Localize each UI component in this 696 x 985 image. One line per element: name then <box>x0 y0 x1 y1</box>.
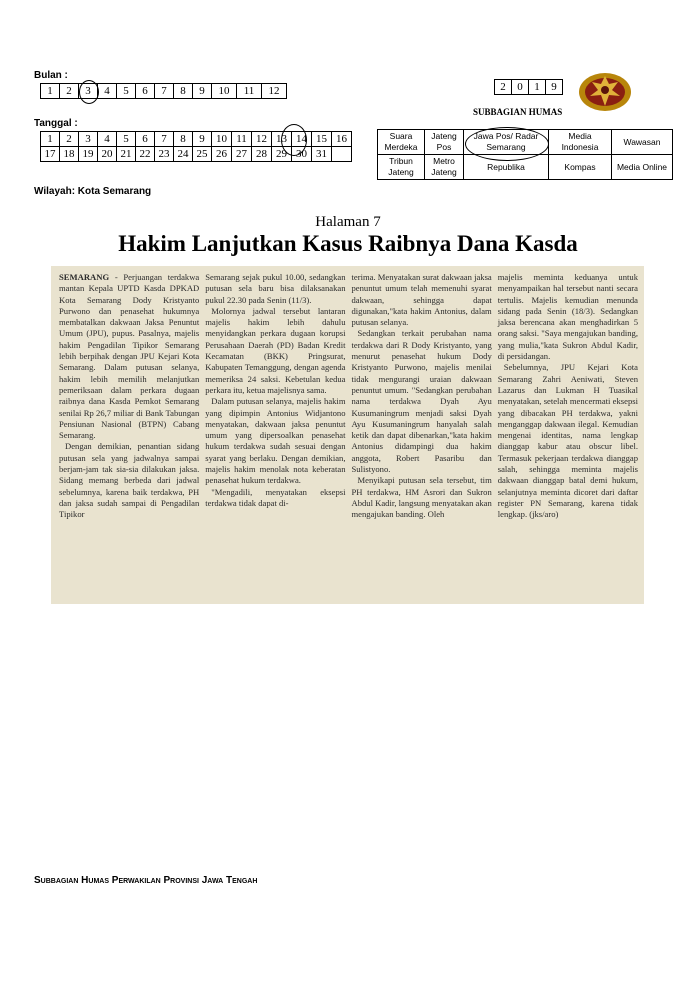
date-cell: 6 <box>136 132 155 147</box>
month-cell: 7 <box>155 84 174 99</box>
dateline: SEMARANG <box>59 272 110 282</box>
date-cell: 31 <box>312 147 332 162</box>
paragraph: Dalam putusan selanya, majelis hakim yang dipimpin Antonius Widjantono menyatakan, dakwaan jaksa penuntut umum yang dipersoalkan penasehat hukum terdakwa sudah sesuai dengan syarat yang berlaku. Dengan demikian, majelis hakim menolak nota keberatan penasehat hukum terdakwa. <box>205 396 346 486</box>
date-cell <box>332 147 352 162</box>
date-cell: 15 <box>312 132 332 147</box>
article-column-4 <box>498 272 638 604</box>
month-cell: 1 <box>41 84 60 99</box>
media-wawasan: Wawasan <box>612 130 673 155</box>
date-cell: 28 <box>252 147 272 162</box>
media-online: Media Online <box>612 155 673 180</box>
paragraph: Menyikapi putusan sela tersebut, tim PH terdakwa, HM Asrori dan Sukron Abdul Kadir, langsung menyatakan akan mengajukan banding. Oleh <box>351 475 492 520</box>
month-cell: 8 <box>174 84 193 99</box>
headline: Hakim Lanjutkan Kasus Raibnya Dana Kasda <box>118 231 578 256</box>
date-cell: 12 <box>252 132 272 147</box>
year-box <box>494 79 563 95</box>
media-suara-merdeka: Suara Merdeka <box>378 130 425 155</box>
year-cell: 2 <box>495 80 512 95</box>
media-tribun-jateng: Tribun Jateng <box>378 155 425 180</box>
date-cell: 5 <box>117 132 136 147</box>
date-cell: 7 <box>155 132 174 147</box>
year-cell: 9 <box>546 80 563 95</box>
date-cell: 11 <box>232 132 252 147</box>
paragraph: Sebelumnya, JPU Kejari Kota Semarang Zahri Aeniwati, Steven Lazarus dan Lukman H Tuasikal menyatakan, setelah mencermati eksepsi yang dibacakan PH terdakwa, yakni menganggap dakwaan ilegal. Kemudian mengenai identitas, nama lengkap dianggap kabur atau obscur libel. Termasuk pekerjaan terdakwa dianggap salah, sehingga meminta majelis dakwaan dianggap batal demi hukum, selanjutnya meminta dicoret dari daftar register PN Semarang, karena tidak lengkap. (jks/aro) <box>497 362 638 520</box>
month-cell: 11 <box>237 84 262 99</box>
month-cell: 10 <box>212 84 237 99</box>
date-cell: 1 <box>41 132 60 147</box>
date-cell: 20 <box>98 147 117 162</box>
footer-text: Subbagian Humas Perwakilan Provinsi Jawa Tengah <box>34 875 258 886</box>
date-cell: 19 <box>79 147 98 162</box>
paragraph: terima. Menyatakan surat dakwaan jaksa penuntut umum telah memenuhi syarat dakwaan, sehingga dapat digunakan,"kata hakim Antonius, dalam putusan selanya. <box>351 272 492 328</box>
paragraph: Dengan demikian, penantian sidang putusan sela yang jadwalnya sampai berjam-jam tak sia-sia dilakukan jaksa. Sidang memang berbeda dari jadwal sebelumnya, karena baik terdakwa, PH dan jaksa sudah sampai di Pengadilan Tipikor <box>59 441 200 520</box>
wilayah: Wilayah: Kota Semarang <box>34 186 152 197</box>
article-column-2 <box>205 272 345 604</box>
date-cell: 27 <box>232 147 252 162</box>
paragraph: Sedangkan terkait perubahan nama terdakwa dari R Dody Kristyanto, yang menurut penasehat hukum Dody Kristyanto Purwono, majelis menilai tidak mengurangi uraian dakwaan penuntut umum. "Sedangkan perubahan nama terdakwa Dyah Ayu Kusumaningrum menjadi saksi Dyah Ayu Kusumaningrum hanyalah salah ketik dan dapat dibenarkan,"kata hakim Antonius didampingi dua hakim anggota, Robert Pasaribu dan Sulistyono. <box>351 328 492 475</box>
date-cell: 9 <box>193 132 212 147</box>
year-cell: 0 <box>512 80 529 95</box>
news-clipping <box>51 266 644 604</box>
date-cell: 16 <box>332 132 352 147</box>
month-cell: 4 <box>98 84 117 99</box>
date-cell: 25 <box>193 147 212 162</box>
paragraph: SEMARANG - Perjuangan terdakwa mantan Kepala UPTD Kasda DPKAD Kota Semarang Dody Kristyanto Purwono dan penasehat hukumnya membatalkan dakwaan Jaksa Penuntut Umum (JPU), pupus. Pasalnya, majelis hakim Pengadilan Tipikor Semarang lebih berpihak dengan JPU Kejari Kota Semarang. Dalam putusan selanya, hakim lebih memilih melanjutkan pemeriksaan dalam perkara dugaan raibnya dana Kasda Pemkot Semarang senilai Rp 26,7 miliar di Bank Tabungan Pensiunan Nasional (BTPN) Cabang Semarang. <box>59 272 200 441</box>
date-grid <box>40 131 352 162</box>
date-cell: 21 <box>117 147 136 162</box>
date-cell: 10 <box>212 132 232 147</box>
month-cell: 3 <box>79 84 98 99</box>
article-column-1 <box>59 272 199 604</box>
month-cell: 12 <box>262 84 287 99</box>
month-cell: 6 <box>136 84 155 99</box>
date-cell: 29 <box>272 147 292 162</box>
garuda-emblem-icon <box>576 68 634 112</box>
month-cell: 9 <box>193 84 212 99</box>
date-cell: 14 <box>292 132 312 147</box>
media-kompas: Kompas <box>549 155 612 180</box>
date-cell: 3 <box>79 132 98 147</box>
paragraph: "Mengadili, menyatakan eksepsi terdakwa tidak dapat di- <box>205 486 346 508</box>
media-table <box>377 129 673 180</box>
paragraph: majelis meminta keduanya untuk menyampaikan hal tersebut nanti secara tertulis. Majelis kemudian menunda sidang pada Senin (18/3). Sedangkan jaksa berencana akan menghadirkan 5 orang saksi. "Saya mengajukan banding, yang mulia,"kata Sukron Abdul Kadir, di persidangan. <box>497 272 638 362</box>
date-cell: 26 <box>212 147 232 162</box>
date-cell: 30 <box>292 147 312 162</box>
article-column-3 <box>352 272 492 604</box>
date-cell: 18 <box>60 147 79 162</box>
media-indonesia: Media Indonesia <box>549 130 612 155</box>
date-cell: 22 <box>136 147 155 162</box>
media-republika: Republika <box>464 155 549 180</box>
media-jateng-pos: Jateng Pos <box>425 130 464 155</box>
date-cell: 17 <box>41 147 60 162</box>
bulan-label: Bulan : <box>34 70 68 81</box>
tanggal-label: Tanggal : <box>34 118 78 129</box>
month-grid <box>40 83 287 99</box>
paragraph: Molornya jadwal tersebut lantaran majelis hakim lebih dahulu menyidangkan perkara dugaan korupsi Perusahaan Daerah (PD) Badan Kredit Kecamatan (BKK) Pringsurat, Kabupaten Temanggung, dengan agenda memeriksa 24 saksi. Kebetulan kedua perkara itu, ketua majelisnya sama. <box>205 305 346 395</box>
date-cell: 2 <box>60 132 79 147</box>
date-cell: 24 <box>174 147 193 162</box>
month-cell: 5 <box>117 84 136 99</box>
month-cell: 2 <box>60 84 79 99</box>
date-cell: 23 <box>155 147 174 162</box>
date-cell: 4 <box>98 132 117 147</box>
page-number: Halaman 7 <box>315 214 381 230</box>
paragraph: Semarang sejak pukul 10.00, sedangkan putusan sela baru bisa dilaksanakan pukul 22.30 pada Senin (11/3). <box>205 272 346 305</box>
agency-name: SUBBAGIAN HUMAS <box>473 107 563 117</box>
media-metro-jateng: Metro Jateng <box>425 155 464 180</box>
media-jawa-pos: Jawa Pos/ Radar Semarang <box>464 130 549 155</box>
date-cell: 13 <box>272 132 292 147</box>
date-cell: 8 <box>174 132 193 147</box>
year-cell: 1 <box>529 80 546 95</box>
